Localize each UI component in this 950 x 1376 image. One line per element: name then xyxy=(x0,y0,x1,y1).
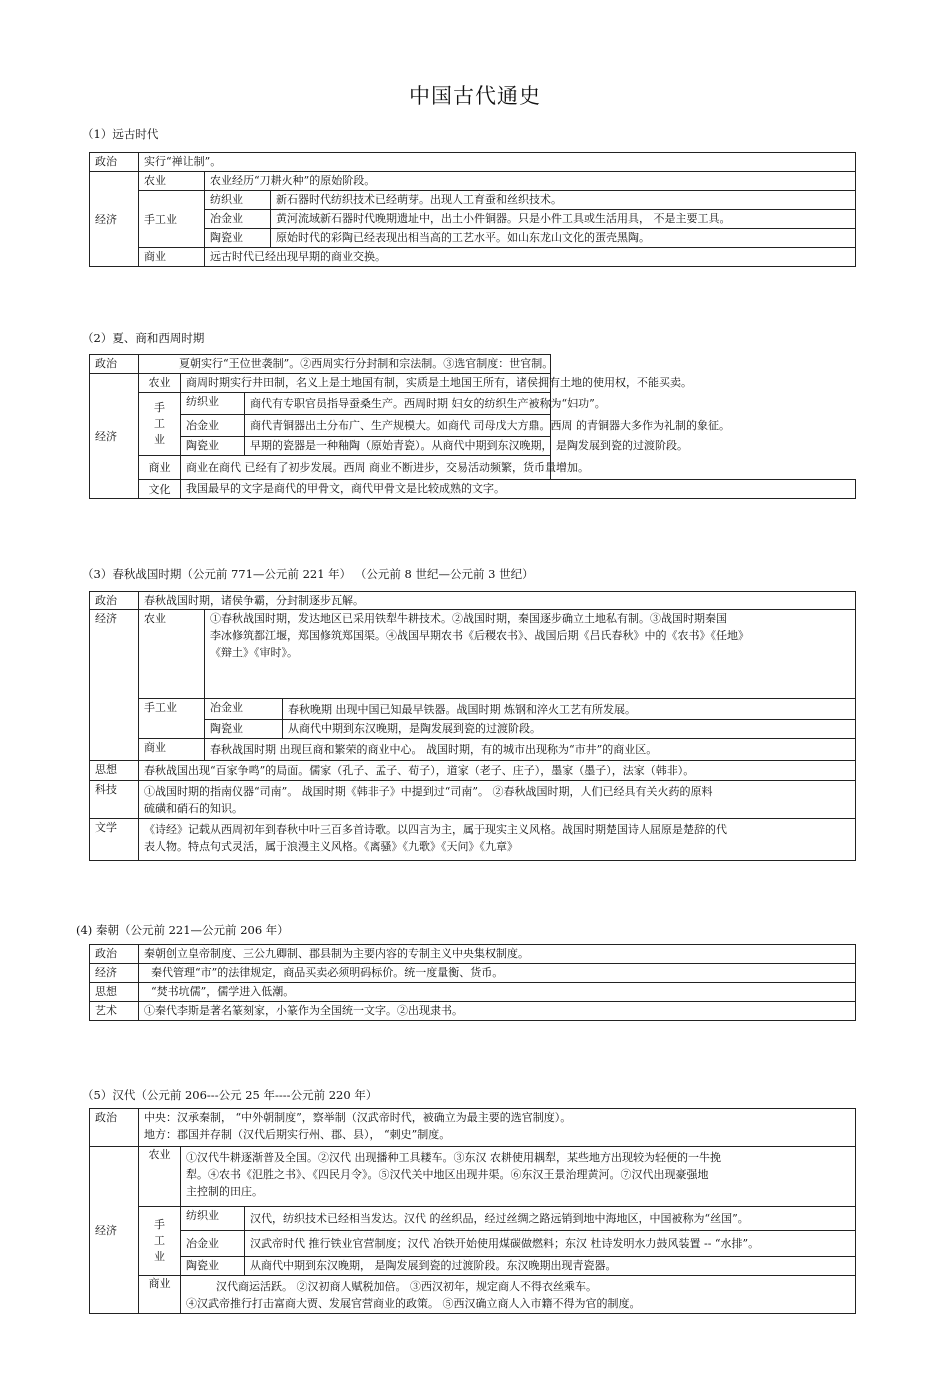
politics-label: 政治 xyxy=(90,1109,139,1147)
textile-label: 纺织业 xyxy=(205,191,271,210)
agriculture-text xyxy=(181,1147,856,1207)
textile-text: 汉代，纺织技术已经相当发达。汉代 的丝织品，经过丝绸之路远销到地中海地区，中国被称为“丝国”。 xyxy=(245,1207,856,1231)
art-text: ①秦代李斯是著名篆刻家，小篆作为全国统一文字。②出现隶书。 xyxy=(139,1002,856,1021)
section-4-heading: (4) 秦朝（公元前 221—公元前 206 年） xyxy=(76,923,289,937)
commerce-line-1: 汉代商运活跃。 ②汉初商人赋税加倍。 ③西汉初年，规定商人不得衣丝乘车。 xyxy=(216,1280,597,1293)
section-2-heading: （2）夏、商和西周时期 xyxy=(82,331,205,345)
textile-text: 新石器时代纺织技术已经萌芽。出现人工育蚕和丝织技术。 xyxy=(271,191,856,210)
politics-label: 政治 xyxy=(90,355,139,374)
economy-label: 经济 xyxy=(90,172,139,267)
handicraft-label: 手工业 xyxy=(139,699,205,739)
metallurgy-text: 汉武帝时代 推行铁业官营制度；汉代 冶铁开始使用煤碳做燃料；东汉 杜诗发明水力鼓风装置 -- “水排”。 xyxy=(245,1231,856,1257)
section-3-table xyxy=(89,591,856,861)
technology-text xyxy=(139,781,856,819)
politics-text: 春秋战国时期，诸侯争霸，分封制逐步瓦解。 xyxy=(139,592,856,610)
agriculture-label: 农业 xyxy=(139,374,181,393)
economy-label: 经济 xyxy=(90,964,139,983)
textile-label: 纺织业 xyxy=(181,1207,245,1231)
economy-label: 经济 xyxy=(90,610,139,761)
pottery-text: 原始时代的彩陶已经表现出相当高的工艺水平。如山东龙山文化的蛋壳黑陶。 xyxy=(271,229,856,248)
agriculture-label: 农业 xyxy=(139,172,205,191)
section-3-heading: （3）春秋战国时期（公元前 771—公元前 221 年） （公元前 8 世纪—公元前 3 世纪） xyxy=(82,567,534,581)
agriculture-line-3: 《辩土》《审时》。 xyxy=(210,646,298,659)
agriculture-text: 农业经历“刀耕火种”的原始阶段。 xyxy=(205,172,856,191)
literature-line-1: 《诗经》记载从西周初年到春秋中叶三百多首诗歌。以四言为主，属于现实主义风格。战国时期楚国诗人屈原是楚辞的代 xyxy=(144,823,727,836)
commerce-label: 商业 xyxy=(139,248,205,267)
politics-label: 政治 xyxy=(90,153,139,172)
pottery-label: 陶瓷业 xyxy=(181,437,245,456)
section-4-table xyxy=(89,944,856,1021)
economy-label: 经济 xyxy=(90,1147,139,1314)
handicraft-label: 手工业 xyxy=(139,191,205,248)
metallurgy-text: 商代青铜器出土分布广、生产规模大。如商代 司母戊大方鼎。西周 的青铜器大多作为礼制的象征。 xyxy=(245,415,551,437)
commerce-label: 商业 xyxy=(139,739,205,761)
agriculture-line-1: ①春秋战国时期，发达地区已采用铁犁牛耕技术。②战国时期，秦国逐步确立土地私有制。③战国时期秦国 xyxy=(210,612,727,625)
agriculture-text xyxy=(205,610,856,699)
politics-label: 政治 xyxy=(90,592,139,610)
metallurgy-label: 冶金业 xyxy=(181,1231,245,1257)
textile-label: 纺织业 xyxy=(181,393,245,415)
politics-text: 夏朝实行“王位世袭制”。②西周实行分封制和宗法制。③选官制度：世官制。 xyxy=(139,355,551,374)
handicraft-label: 手 工 业 xyxy=(139,1207,181,1276)
agriculture-label: 农业 xyxy=(139,1147,181,1207)
textile-text: 商代有专职官员指导蚕桑生产。西周时期 妇女的纺织生产被称为“妇功”。 xyxy=(245,393,551,415)
commerce-text: 远古时代已经出现早期的商业交换。 xyxy=(205,248,856,267)
thought-text: “焚书坑儒”，儒学进入低潮。 xyxy=(139,983,856,1002)
culture-label: 文化 xyxy=(139,480,181,499)
pottery-text: 早期的瓷器是一种釉陶（原始青瓷）。从商代中期到东汉晚期， 是陶发展到瓷的过渡阶段。 xyxy=(245,437,551,456)
politics-text: 秦朝创立皇帝制度、三公九卿制、郡县制为主要内容的专制主义中央集权制度。 xyxy=(139,945,856,964)
handicraft-label: 手 工 业 xyxy=(139,393,181,456)
politics-text xyxy=(139,1109,856,1147)
pottery-label: 陶瓷业 xyxy=(181,1257,245,1276)
section-5-heading: （5）汉代（公元前 206---公元 25 年----公元前 220 年） xyxy=(82,1088,378,1102)
metallurgy-text: 春秋晚期 出现中国已知最早铁器。战国时期 炼钢和淬火工艺有所发展。 xyxy=(283,699,856,720)
technology-label: 科技 xyxy=(90,781,139,819)
metallurgy-label: 冶金业 xyxy=(205,699,283,720)
literature-line-2: 表人物。特点句式灵活，属于浪漫主义风格。《离骚》《九歌》《天问》《九章》 xyxy=(144,840,518,853)
agriculture-text: 商周时期实行井田制，名义上是土地国有制，实质是土地国王所有，诸侯拥有土地的使用权，不能买卖。 xyxy=(181,374,551,393)
page-title: 中国古代通史 xyxy=(409,84,541,108)
commerce-label: 商业 xyxy=(139,1276,181,1314)
politics-text: 实行“禅让制”。 xyxy=(139,153,856,172)
thought-label: 思想 xyxy=(90,761,139,781)
art-label: 艺术 xyxy=(90,1002,139,1021)
pottery-label: 陶瓷业 xyxy=(205,720,283,739)
technology-line-1: ①战国时期的指南仪器“司南”。 战国时期《韩非子》中提到过“司南”。 ②春秋战国时期，人们已经具有关火药的原料 xyxy=(144,785,713,798)
thought-text: 春秋战国出现“百家争鸣”的局面。儒家（孔子、孟子、荀子），道家（老子、庄子），墨家（墨子），法家（韩非）。 xyxy=(139,761,856,781)
economy-text: 秦代管理“市”的法律规定，商品买卖必须明码标价。统一度量衡、货币。 xyxy=(139,964,856,983)
section-5-table xyxy=(89,1108,856,1314)
politics-local: 地方：郡国并存制（汉代后期实行州、郡、县）， “刺史”制度。 xyxy=(144,1128,451,1141)
agriculture-line-1: ①汉代牛耕逐渐普及全国。②汉代 出现播种工具耧车。③东汉 农耕使用耦犁，某些地方出现较为轻便的一牛挽 xyxy=(186,1151,721,1164)
politics-label: 政治 xyxy=(90,945,139,964)
agriculture-label: 农业 xyxy=(139,610,205,699)
metallurgy-text: 黄河流域新石器时代晚期遗址中，出土小件铜器。只是小件工具或生活用具， 不是主要工具。 xyxy=(271,210,856,229)
section-1-heading: （1）远古时代 xyxy=(82,127,159,141)
section-1-table xyxy=(89,152,856,267)
thought-label: 思想 xyxy=(90,983,139,1002)
agriculture-line-2: 李冰修筑都江堰，郑国修筑郑国渠。④战国早期农书《后稷农书》、战国后期《吕氏春秋》中的《农书》《任地》 xyxy=(210,629,749,642)
culture-text: 我国最早的文字是商代的甲骨文，商代甲骨文是比较成熟的文字。 xyxy=(181,480,856,499)
commerce-text: 春秋战国时期 出现巨商和繁荣的商业中心。 战国时期，有的城市出现称为“市井”的商业区。 xyxy=(205,739,856,761)
pottery-text: 从商代中期到东汉晚期， 是陶发展到瓷的过渡阶段。东汉晚期出现青瓷器。 xyxy=(245,1257,856,1276)
literature-label: 文学 xyxy=(90,819,139,861)
politics-central: 中央：汉承秦制， “中外朝制度”，察举制（汉武帝时代，被确立为最主要的选官制度）。 xyxy=(144,1111,572,1124)
section-2-table xyxy=(89,354,856,499)
literature-text xyxy=(139,819,856,861)
commerce-text xyxy=(181,1276,856,1314)
economy-label: 经济 xyxy=(90,374,139,499)
agriculture-line-2: 犁。④农书《氾胜之书》、《四民月令》。⑤汉代关中地区出现井渠。⑥东汉王景治理黄河。⑦汉代出现豪强地 xyxy=(186,1168,709,1181)
commerce-line-2: ④汉武帝推行打击富商大贾、发展官营商业的政策。 ⑤西汉确立商人入市籍不得为官的制度。 xyxy=(186,1297,641,1310)
commerce-label: 商业 xyxy=(139,456,181,480)
technology-line-2: 硫磺和硝石的知识。 xyxy=(144,802,243,815)
metallurgy-label: 冶金业 xyxy=(181,415,245,437)
metallurgy-label: 冶金业 xyxy=(205,210,271,229)
agriculture-line-3: 主控制的田庄。 xyxy=(186,1185,263,1198)
pottery-text: 从商代中期到东汉晚期，是陶发展到瓷的过渡阶段。 xyxy=(283,720,856,739)
pottery-label: 陶瓷业 xyxy=(205,229,271,248)
commerce-text: 商业在商代 已经有了初步发展。西周 商业不断进步，交易活动频繁，货币量增加。 xyxy=(181,456,551,480)
